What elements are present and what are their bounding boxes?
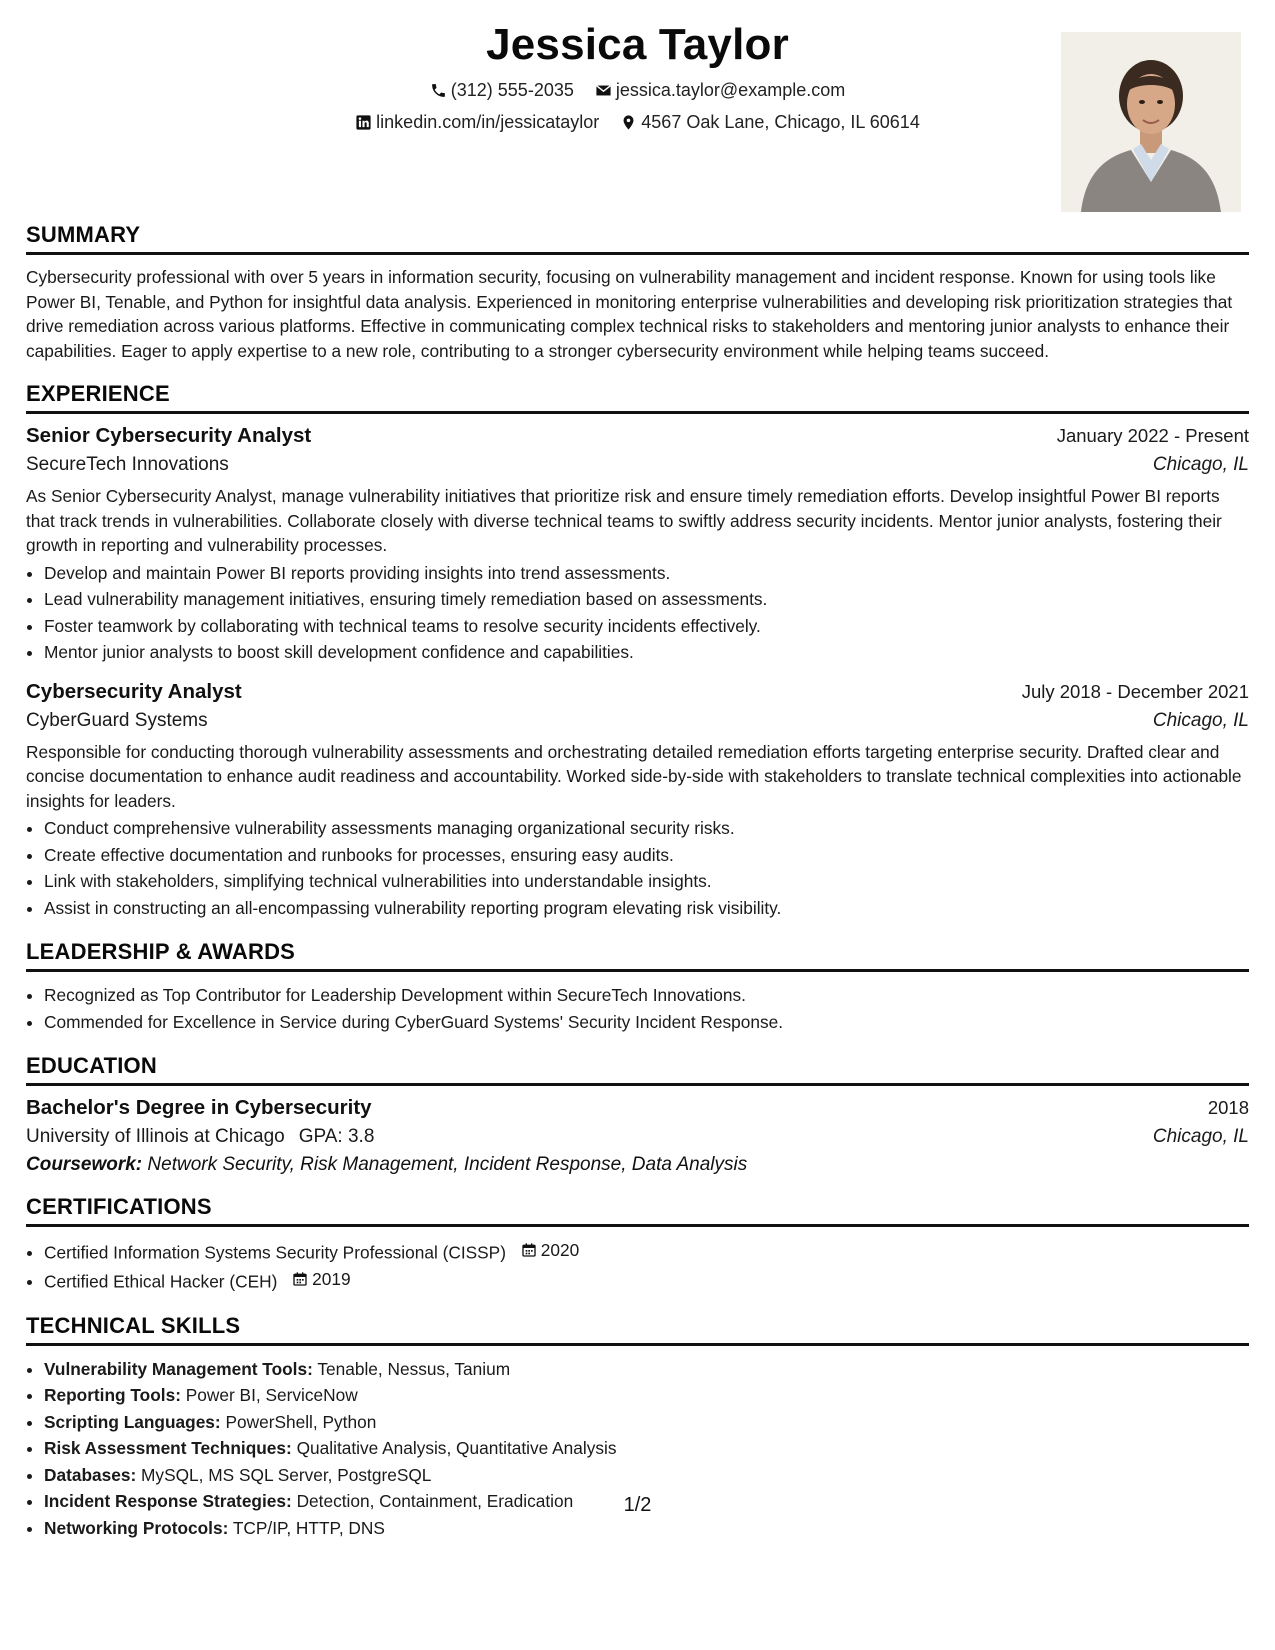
- section-title: EDUCATION: [26, 1053, 1249, 1086]
- list-item: • Create effective documentation and runbooks for processes, ensuring easy audits.: [44, 842, 1249, 869]
- list-item: • Recognized as Top Contributor for Leadership Development within SecureTech Innovations.: [44, 982, 1249, 1009]
- skill-label: Networking Protocols:: [44, 1517, 229, 1538]
- list-item: • Conduct comprehensive vulnerability assessments managing organizational security risks.: [44, 815, 1249, 842]
- list-item: • Commended for Excellence in Service during CyberGuard Systems' Security Incident Response.: [44, 1009, 1249, 1036]
- cert-year: 2019: [312, 1268, 351, 1289]
- job-title: Cybersecurity Analyst: [26, 679, 242, 703]
- section-title: EXPERIENCE: [26, 381, 1249, 414]
- job-dates: January 2022 - Present: [1056, 425, 1249, 446]
- skill-value: MySQL, MS SQL Server, PostgreSQL: [141, 1464, 432, 1485]
- list-item: [44, 1409, 1249, 1436]
- school-info: [26, 1126, 374, 1148]
- leadership-section: [26, 939, 1249, 1035]
- job-title: Senior Cybersecurity Analyst: [26, 424, 312, 447]
- linkedin-contact[interactable]: [355, 112, 599, 133]
- job-description: As Senior Cybersecurity Analyst, manage vulnerability initiatives that prioritize risk and ensure timely remediation efforts. Develop insightful Power BI reports that track trends in vulnerabilities. Collaborate closely with diverse technical teams to swiftly address security incidents. Mentor junior analysts, fostering their growth in reporting and vulnerability processes.: [26, 486, 1222, 555]
- linkedin-text: linkedin.com/in/jessicataylor: [376, 112, 600, 132]
- email-contact[interactable]: [595, 80, 845, 101]
- education-section: [26, 1053, 1249, 1176]
- degree-title: Bachelor's Degree in Cybersecurity: [26, 1096, 372, 1119]
- school-location: Chicago, IL: [1152, 1126, 1249, 1147]
- address-text: 4567 Oak Lane, Chicago, IL 60614: [641, 112, 920, 132]
- list-item: [44, 1237, 1249, 1266]
- coursework: [26, 1154, 1249, 1176]
- job-bullets: [26, 560, 1249, 666]
- company-name: CyberGuard Systems: [26, 709, 208, 731]
- page-number: 1/2: [623, 1494, 652, 1516]
- section-title: LEADERSHIP & AWARDS: [26, 939, 1249, 972]
- school-name: University of Illinois at Chicago: [26, 1126, 285, 1147]
- candidate-name: Jessica Taylor: [486, 20, 789, 69]
- list-item: [44, 1382, 1249, 1409]
- summary-text: Cybersecurity professional with over 5 years in information security, focusing on vulnerability management and incident response. Known for using tools like Power BI, Tenable, and Python for insightful data analysis. Experienced in monitoring enterprise vulnerabilities and developing risk prioritization strategies that drive remediation across various platforms. Effective in communicating complex technical risks to stakeholders and mentoring junior analysts to enhance their capabilities. Eager to apply expertise to a new role, contributing to a stronger cybersecurity environment while helping teams succeed.: [26, 267, 1233, 361]
- profile-photo-image: [1061, 32, 1241, 212]
- job-entry: [26, 424, 1249, 666]
- calendar-icon: [292, 1271, 308, 1287]
- skill-label: Reporting Tools:: [44, 1385, 181, 1405]
- skill-value: TCP/IP, HTTP, DNS: [232, 1517, 385, 1538]
- certifications-list: [26, 1237, 1249, 1295]
- skill-value: PowerShell, Python: [225, 1411, 377, 1432]
- profile-photo: [1061, 32, 1241, 212]
- phone-contact: [430, 80, 574, 101]
- company-name: SecureTech Innovations: [26, 454, 229, 475]
- job-dates: July 2018 - December 2021: [1021, 680, 1249, 702]
- skill-label: Scripting Languages:: [44, 1411, 221, 1432]
- job-location: Chicago, IL: [1152, 709, 1249, 731]
- leadership-list: [26, 982, 1249, 1035]
- coursework-text: Network Security, Risk Management, Incident Response, Data Analysis: [147, 1154, 748, 1175]
- section-title: CERTIFICATIONS: [26, 1194, 1249, 1227]
- list-item: • Lead vulnerability management initiatives, ensuring timely remediation based on assessments.: [44, 586, 1249, 613]
- skill-label: Databases:: [44, 1464, 137, 1485]
- skill-label: Risk Assessment Techniques:: [44, 1438, 292, 1458]
- linkedin-icon: [355, 114, 372, 131]
- skill-label: Incident Response Strategies:: [44, 1491, 292, 1511]
- cert-date: [521, 1237, 579, 1264]
- list-item: • Foster teamwork by collaborating with technical teams to resolve security incidents effectively.: [44, 613, 1249, 640]
- map-pin-icon: [620, 114, 637, 131]
- section-title: SUMMARY: [26, 222, 1249, 255]
- skill-value: Tenable, Nessus, Tanium: [317, 1358, 511, 1379]
- list-item: [44, 1435, 1249, 1462]
- certifications-section: [26, 1194, 1249, 1295]
- envelope-icon: [595, 82, 612, 99]
- experience-section: [26, 381, 1249, 921]
- skill-value: Qualitative Analysis, Quantitative Analysis: [296, 1438, 617, 1458]
- phone-icon: [430, 82, 447, 99]
- list-item: [44, 1356, 1249, 1383]
- job-location: Chicago, IL: [1152, 454, 1249, 475]
- list-item: • Mentor junior analysts to boost skill development confidence and capabilities.: [44, 639, 1249, 666]
- list-item: • Link with stakeholders, simplifying technical vulnerabilities into understandable insights.: [44, 868, 1249, 895]
- list-item: [44, 1515, 1249, 1542]
- cert-date: [292, 1266, 350, 1293]
- list-item: [44, 1462, 1249, 1489]
- email-text: jessica.taylor@example.com: [615, 80, 846, 100]
- graduation-year: 2018: [1207, 1097, 1249, 1118]
- coursework-label: Coursework:: [26, 1154, 143, 1175]
- skill-value: Detection, Containment, Eradication: [296, 1491, 574, 1511]
- resume-header: [26, 0, 1249, 222]
- summary-section: [26, 222, 1249, 363]
- phone-text: (312) 555-2035: [450, 80, 574, 100]
- cert-name: Certified Ethical Hacker (CEH): [44, 1271, 278, 1291]
- job-entry: [26, 680, 1249, 922]
- cert-name: Certified Information Systems Security Professional (CISSP): [44, 1242, 506, 1263]
- list-item: • Develop and maintain Power BI reports providing insights into trend assessments.: [44, 560, 1249, 587]
- address-contact: [620, 112, 920, 133]
- section-title: TECHNICAL SKILLS: [26, 1313, 1249, 1346]
- job-description: Responsible for conducting thorough vulnerability assessments and orchestrating detailed remediation efforts targeting enterprise security. Drafted clear and concise documentation to enhance audit readiness and accountability. Worked side-by-side with stakeholders to translate technical complexities into actionable insights for leaders.: [26, 741, 1242, 811]
- skill-label: Vulnerability Management Tools:: [44, 1358, 313, 1379]
- resume-page: [26, 0, 1249, 1559]
- gpa: GPA: 3.8: [298, 1126, 375, 1147]
- list-item: [44, 1266, 1249, 1295]
- calendar-icon: [521, 1242, 537, 1258]
- skill-value: Power BI, ServiceNow: [185, 1385, 358, 1405]
- list-item: • Assist in constructing an all-encompassing vulnerability reporting program elevating risk visibility.: [44, 895, 1249, 922]
- job-bullets: [26, 815, 1249, 921]
- cert-year: 2020: [540, 1240, 580, 1260]
